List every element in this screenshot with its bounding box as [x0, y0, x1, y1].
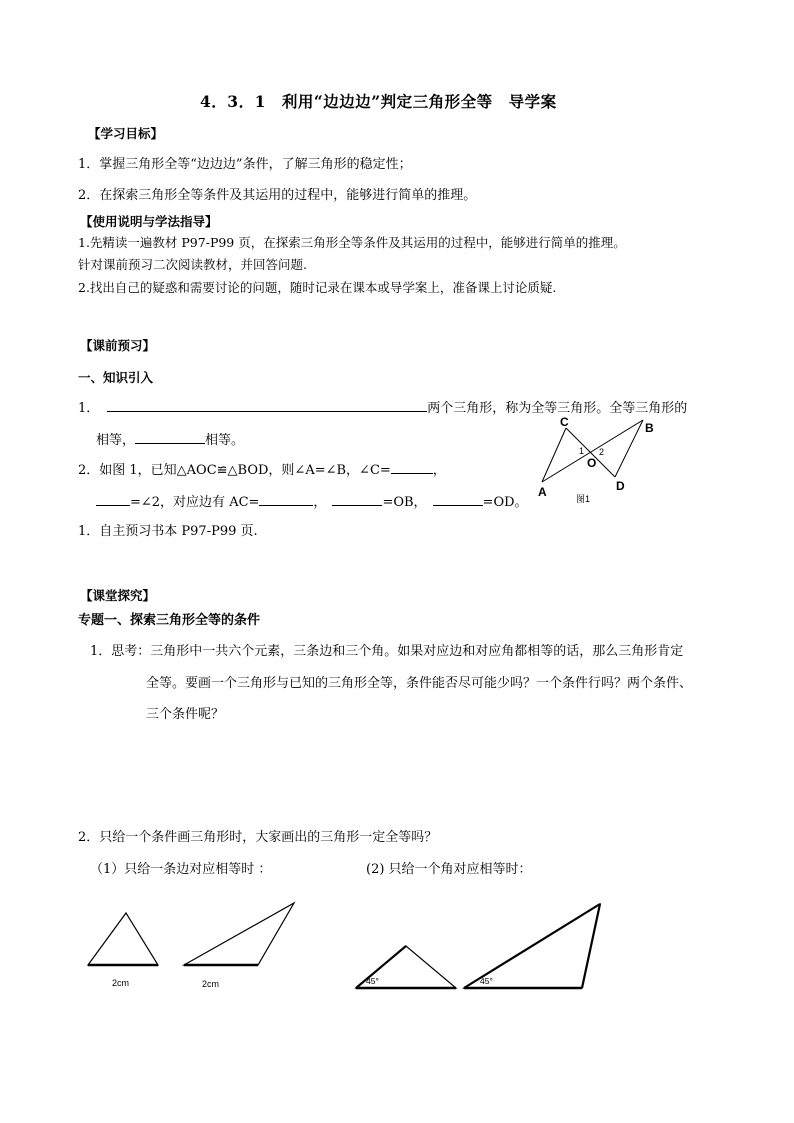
question-2-text-b4: =OD。: [482, 495, 528, 510]
case-2-label: (2) 只给一个角对应相等时：: [366, 862, 532, 877]
question-2-text-b1: =∠2，对应边有 AC=: [130, 495, 260, 510]
label-a: A: [538, 485, 547, 499]
preview-heading: 【课前预习】: [80, 338, 156, 353]
question-4: 2．只给一个条件画三角形时，大家画出的三角形一定全等吗？: [78, 830, 438, 845]
question-1-text-b: 相等，: [96, 433, 136, 448]
side-line-3: [582, 904, 600, 988]
topic-heading: 专题一、探索三角形全等的条件: [78, 613, 261, 628]
side-label-1: 2cm: [112, 978, 130, 988]
segment-ac: [542, 428, 566, 482]
answer-blank[interactable]: [332, 493, 382, 506]
think-line-2: 全等。要画一个三角形与已知的三角形全等，条件能否尽可能少吗？一个条件行吗？两个条件、: [146, 676, 693, 691]
question-1-number: 1．: [78, 401, 100, 416]
answer-blank[interactable]: [259, 493, 313, 506]
triangle-obtuse: [184, 903, 294, 965]
case-1-label: （1）只给一条边对应相等时 ：: [90, 862, 272, 877]
objectives-heading: 【学习目标】: [88, 126, 164, 141]
question-2-text-a: 2．如图 1，已知△AOC≌△BOD，则∠A=∠B，∠C=: [78, 463, 391, 478]
answer-blank[interactable]: [433, 493, 483, 506]
label-c: C: [560, 415, 569, 429]
question-1-text-a: 两个三角形，称为全等三角形。全等三角形的: [427, 401, 688, 416]
side-triangles-figure: [80, 895, 310, 995]
answer-blank[interactable]: [96, 493, 130, 506]
figure-1-caption: 图1: [576, 494, 591, 504]
question-3: 1．自主预习书本 P97-P99 页.: [78, 524, 258, 539]
objective-item-2: 2．在探索三角形全等条件及其运用的过程中，能够进行简单的推理。: [78, 188, 477, 203]
guide-line-3: 2.找出自己的疑惑和需要讨论的问题，随时记录在课本或导学案上，准备课上讨论质疑.: [78, 280, 557, 295]
answer-blank[interactable]: [135, 431, 205, 444]
guide-heading: 【使用说明与学法指导】: [80, 214, 218, 229]
answer-blank[interactable]: [107, 399, 427, 412]
angle-label-2: 45°: [480, 976, 493, 986]
label-b: B: [645, 421, 654, 435]
page-title: 4．3．1 利用“边边边”判定三角形全等 导学案: [200, 92, 557, 111]
figure-1-diagram: [528, 410, 678, 510]
question-1-line-2: [96, 431, 244, 449]
guide-line-1: 1.先精读一遍教材 P97-P99 页，在探索三角形全等条件及其运用的过程中，能够进行简单的推理。: [78, 235, 626, 250]
angle-label-1: 45°: [366, 976, 379, 986]
label-d: D: [616, 479, 625, 493]
triangle-equilateral: [88, 913, 158, 965]
side-line-1: [356, 946, 406, 988]
question-2-line-1: [78, 461, 446, 479]
question-2-text-b3: =OB，: [382, 495, 427, 510]
side-label-2: 2cm: [202, 979, 220, 989]
answer-blank[interactable]: [391, 461, 433, 474]
objective-item-1: 1．掌握三角形全等“边边边”条件，了解三角形的稳定性；: [78, 157, 412, 172]
think-line-3: 三个条件呢？: [146, 707, 225, 722]
guide-line-2: 针对课前预习二次阅读教材，并回答问题.: [78, 257, 307, 272]
angle-triangles-figure: [350, 898, 610, 998]
question-2-text-b2: ，: [313, 495, 327, 510]
question-1-text-c: 相等。: [205, 433, 245, 448]
question-2-text-a-end: ，: [432, 463, 446, 478]
label-angle-1: 1: [579, 446, 585, 456]
question-2-line-2: [96, 493, 528, 511]
preview-subheading: 一、知识引入: [78, 370, 154, 385]
think-line-1: 1．思考：三角形中一共六个元素，三条边和三个角。如果对应边和对应角都相等的话，那么三角形肯定: [90, 644, 684, 659]
explore-heading: 【课堂探究】: [80, 588, 156, 603]
label-o: O: [587, 456, 597, 470]
label-angle-2: 2: [599, 447, 605, 457]
